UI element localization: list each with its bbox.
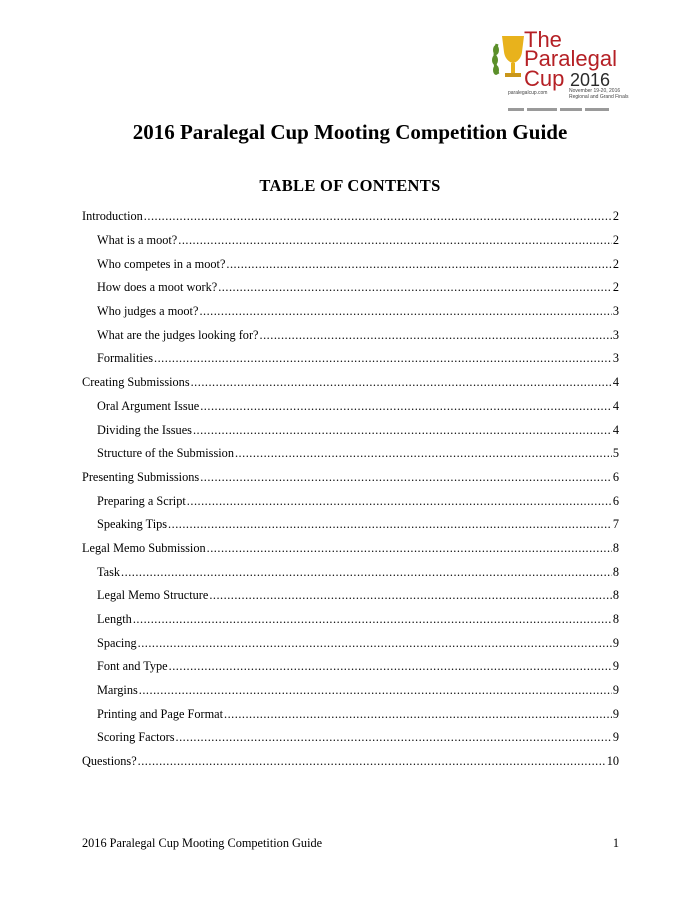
toc-entry[interactable]	[82, 513, 619, 537]
toc-entry-page: 2	[612, 209, 619, 224]
toc-entry[interactable]	[82, 205, 619, 229]
toc-entry[interactable]	[82, 395, 619, 419]
toc-dot-leader	[226, 257, 611, 272]
toc-entry-page: 2	[612, 233, 619, 248]
toc-entry-title: Introduction	[82, 209, 143, 224]
toc-entry-title: Dividing the Issues	[97, 422, 192, 437]
toc-entry[interactable]	[82, 323, 619, 347]
toc-dot-leader	[200, 470, 612, 485]
toc-dot-leader	[154, 351, 612, 366]
toc-entry-page: 10	[606, 754, 619, 769]
toc-dot-leader	[144, 209, 612, 224]
toc-entry-title: Legal Memo Structure	[97, 588, 209, 603]
toc-entry-page: 3	[612, 351, 619, 366]
toc-entry-page: 4	[612, 398, 619, 413]
toc-entry-page: 2	[612, 256, 619, 271]
logo-year: 2016	[570, 70, 611, 90]
toc-entry[interactable]	[82, 229, 619, 253]
toc-entry-title: Font and Type	[97, 659, 168, 674]
toc-entry-page: 9	[612, 635, 619, 650]
toc-dot-leader	[209, 588, 612, 603]
toc-entry[interactable]	[82, 655, 619, 679]
toc-entry[interactable]	[82, 726, 619, 750]
logo-line-paralegal: Paralegal	[524, 46, 617, 71]
toc-entry[interactable]	[82, 276, 619, 300]
toc-entry[interactable]	[82, 466, 619, 490]
toc-entry-title: Formalities	[97, 351, 154, 366]
toc-dot-leader	[224, 707, 612, 722]
toc-entry[interactable]	[82, 584, 619, 608]
toc-entry-page: 8	[612, 588, 619, 603]
document-title: 2016 Paralegal Cup Mooting Competition Guide	[132, 120, 568, 144]
toc-entry-page: 7	[612, 517, 619, 532]
toc-entry-page: 4	[612, 375, 619, 390]
toc-dot-leader	[218, 280, 612, 295]
toc-entry[interactable]	[82, 371, 619, 395]
toc-dot-leader	[133, 612, 612, 627]
toc-entry[interactable]	[82, 537, 619, 561]
toc-entry-page: 8	[612, 540, 619, 555]
logo-line-cup: Cup	[524, 66, 565, 91]
toc-entry-page: 3	[612, 327, 619, 342]
toc-entry-title: Questions?	[82, 754, 137, 769]
toc-entry-title: Legal Memo Submission	[82, 540, 206, 555]
page-number: 1	[612, 836, 619, 850]
logo-line-the: The	[524, 27, 562, 52]
toc-entry-title: Who judges a moot?	[97, 304, 199, 319]
toc-entry-page: 8	[612, 564, 619, 579]
toc-entry[interactable]	[82, 442, 619, 466]
table-of-contents	[82, 205, 619, 774]
toc-entry-page: 9	[612, 659, 619, 674]
toc-entry-title: Margins	[97, 683, 138, 698]
toc-dot-leader	[121, 565, 612, 580]
toc-entry-title: Oral Argument Issue	[97, 398, 200, 413]
toc-entry-page: 6	[612, 469, 619, 484]
toc-entry-title: Scoring Factors	[97, 730, 175, 745]
toc-entry-page: 5	[612, 446, 619, 461]
toc-dot-leader	[191, 375, 612, 390]
toc-dot-leader	[139, 683, 612, 698]
toc-entry-page: 9	[612, 730, 619, 745]
toc-entry[interactable]	[82, 702, 619, 726]
trophy-cup-icon	[492, 30, 528, 88]
toc-entry[interactable]	[82, 300, 619, 324]
toc-dot-leader	[138, 636, 612, 651]
toc-entry[interactable]	[82, 631, 619, 655]
toc-entry-title: Structure of the Submission	[97, 446, 234, 461]
toc-entry-page: 6	[612, 493, 619, 508]
toc-entry-title: Creating Submissions	[82, 375, 190, 390]
logo-dates-line1: November 19-20, 2016	[569, 88, 621, 94]
toc-entry-title: Spacing	[97, 635, 137, 650]
toc-entry-title: Preparing a Script	[97, 493, 186, 508]
toc-entry-title: Speaking Tips	[97, 517, 168, 532]
toc-dot-leader	[187, 494, 612, 509]
toc-dot-leader	[193, 423, 612, 438]
toc-entry-page: 9	[612, 683, 619, 698]
toc-entry-page: 2	[612, 280, 619, 295]
toc-entry-page: 9	[612, 706, 619, 721]
toc-entry-title: Task	[97, 564, 121, 579]
toc-entry-title: What are the judges looking for?	[97, 327, 259, 342]
sponsor-strip	[508, 100, 620, 106]
toc-entry-title: Who competes in a moot?	[97, 256, 226, 271]
toc-entry-title: What is a moot?	[97, 233, 178, 248]
toc-entry[interactable]	[82, 608, 619, 632]
toc-entry-title: Length	[97, 612, 132, 627]
toc-dot-leader	[260, 328, 612, 343]
footer-text: 2016 Paralegal Cup Mooting Competition Guide	[82, 836, 323, 850]
logo-url: paralegalcup.com	[508, 90, 548, 96]
toc-entry[interactable]	[82, 252, 619, 276]
logo-dates-line2: Regional and Grand Finals	[569, 93, 629, 100]
toc-dot-leader	[207, 541, 612, 556]
toc-entry[interactable]	[82, 560, 619, 584]
toc-entry[interactable]	[82, 489, 619, 513]
toc-dot-leader	[199, 304, 611, 319]
toc-dot-leader	[168, 517, 612, 532]
toc-entry[interactable]	[82, 750, 619, 774]
toc-dot-leader	[138, 754, 606, 769]
toc-entry[interactable]	[82, 679, 619, 703]
toc-entry-page: 4	[612, 422, 619, 437]
logo-dates	[569, 89, 628, 100]
toc-entry-title: Presenting Submissions	[82, 469, 200, 484]
toc-entry-title: Printing and Page Format	[97, 706, 224, 721]
toc-entry-page: 8	[612, 612, 619, 627]
toc-heading: TABLE OF CONTENTS	[259, 176, 441, 195]
toc-entry-page: 3	[612, 304, 619, 319]
toc-entry-title: How does a moot work?	[97, 280, 218, 295]
paralegal-cup-logo	[492, 26, 629, 110]
toc-dot-leader	[178, 233, 612, 248]
toc-dot-leader	[176, 730, 612, 745]
toc-dot-leader	[169, 659, 612, 674]
toc-dot-leader	[200, 399, 612, 414]
toc-entry[interactable]	[82, 347, 619, 371]
toc-dot-leader	[235, 446, 612, 461]
toc-entry[interactable]	[82, 418, 619, 442]
